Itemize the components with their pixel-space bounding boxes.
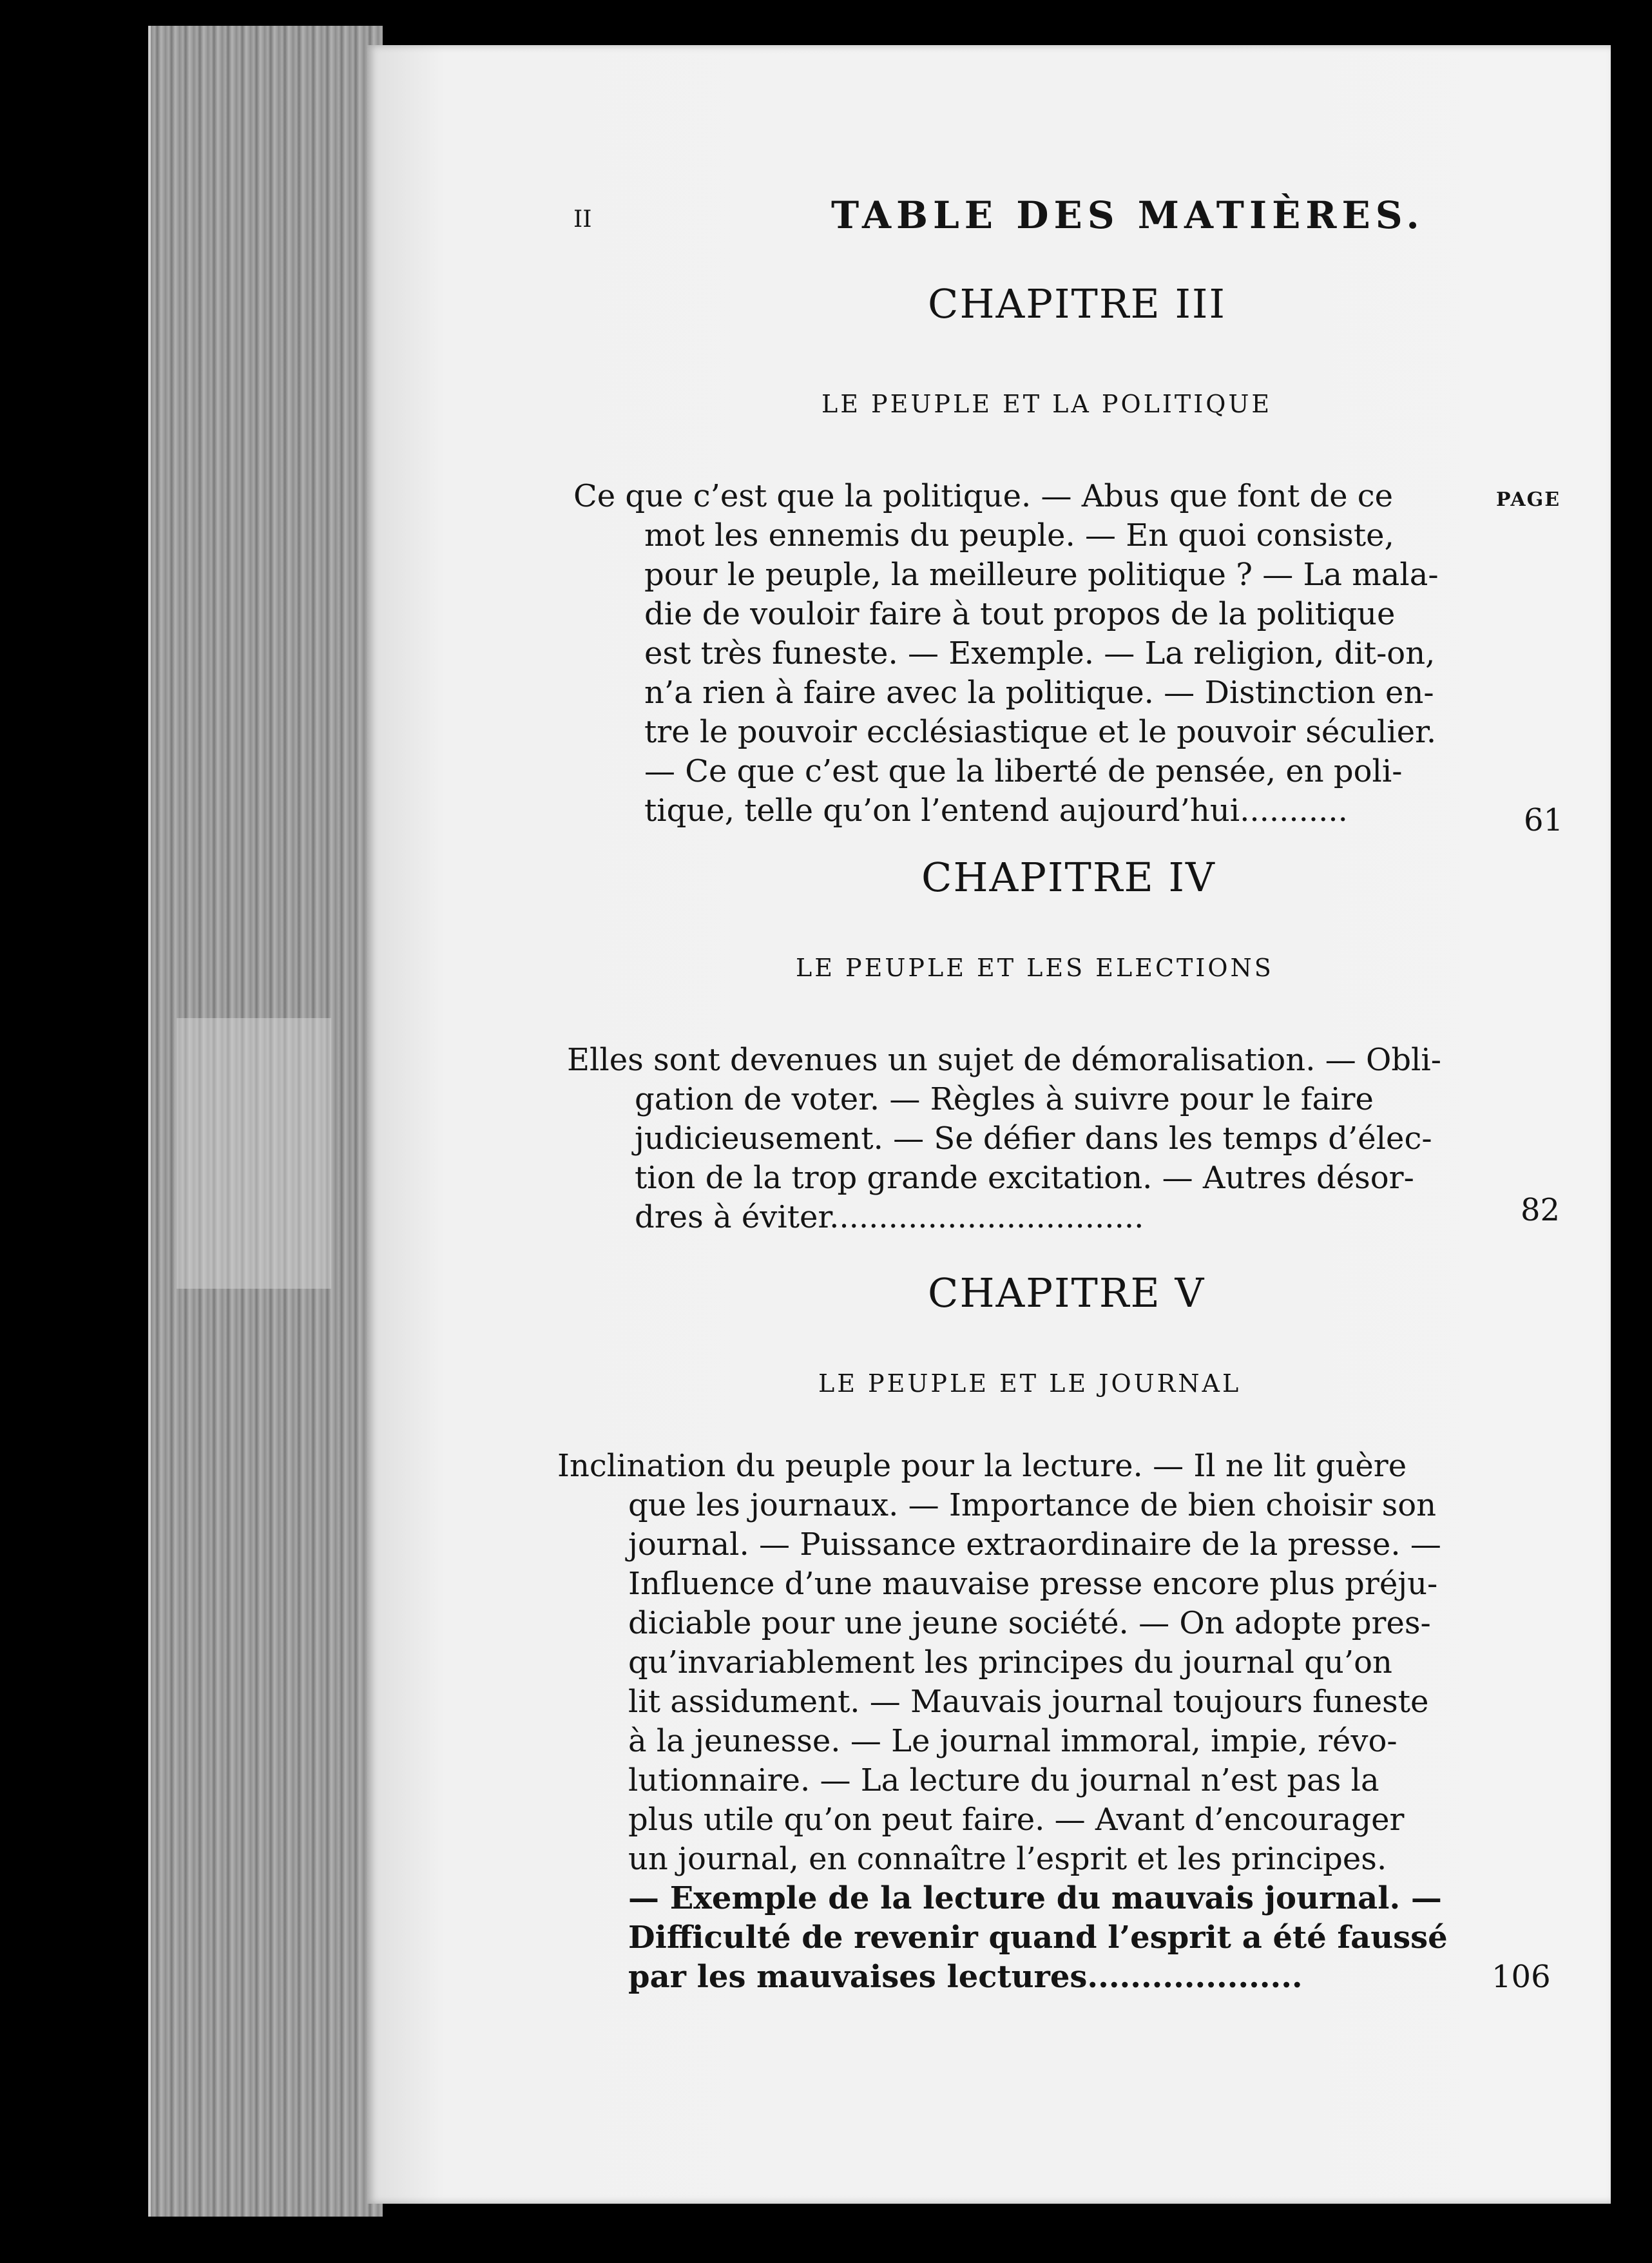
page-column-label: PAGE (1496, 488, 1561, 511)
chapter-4-subtitle: LE PEUPLE ET LES ELECTIONS (796, 954, 1274, 982)
summary-line: lit assidument. — Mauvais journal toujours funeste (628, 1684, 1429, 1720)
summary-line: pour le peuple, la meilleure politique ? — La mala- (644, 557, 1439, 593)
chapter-5-summary (557, 1447, 1448, 1997)
summary-line: que les journaux. — Importance de bien choisir son (628, 1487, 1437, 1523)
summary-line: est très funeste. — Exemple. — La religion, dit-on, (644, 635, 1436, 671)
chapter-3-heading: CHAPITRE III (928, 280, 1226, 327)
summary-line: mot les ennemis du peuple. — En quoi consiste, (644, 517, 1394, 554)
summary-line: n’a rien à faire avec la politique. — Distinction en- (644, 675, 1434, 711)
chapter-5-heading: CHAPITRE V (928, 1269, 1205, 1316)
summary-line: diciable pour une jeune société. — On adopte pres- (628, 1605, 1431, 1641)
chapter-3-page-number: 61 (1524, 802, 1564, 838)
chapter-3-subtitle: LE PEUPLE ET LA POLITIQUE (821, 390, 1273, 418)
summary-line: Influence d’une mauvaise presse encore plus préju- (628, 1566, 1438, 1602)
summary-line: Difficulté de revenir quand l’esprit a été faussé (628, 1920, 1448, 1956)
running-title: TABLE DES MATIÈRES. (831, 193, 1425, 237)
summary-line: Ce que c’est que la politique. — Abus que font de ce (573, 478, 1394, 514)
summary-line: un journal, en connaître l’esprit et les principes. (628, 1841, 1387, 1877)
summary-line: Inclination du peuple pour la lecture. — Il ne lit guère (557, 1448, 1407, 1484)
summary-line: lutionnaire. — La lecture du journal n’est pas la (628, 1762, 1379, 1798)
summary-line: Elles sont devenues un sujet de démoralisation. — Obli- (567, 1042, 1441, 1078)
summary-line: journal. — Puissance extraordinaire de la presse. — (628, 1526, 1441, 1563)
chapter-4-summary (567, 1041, 1441, 1237)
page-folio: II (573, 206, 592, 233)
summary-line: — Exemple de la lecture du mauvais journal. — (628, 1880, 1442, 1916)
summary-line: dres à éviter................................ (635, 1199, 1144, 1235)
summary-line: par les mauvaises lectures.................... (628, 1959, 1303, 1995)
summary-line: gation de voter. — Règles à suivre pour le faire (635, 1081, 1374, 1117)
summary-line: tion de la trop grande excitation. — Autres désor- (635, 1160, 1414, 1196)
chapter-4-heading: CHAPITRE IV (921, 854, 1216, 901)
summary-line: — Ce que c’est que la liberté de pensée, en poli- (644, 753, 1403, 789)
summary-line: qu’invariablement les principes du journal qu’on (628, 1644, 1392, 1680)
page-edges (148, 26, 383, 2217)
book-page (367, 45, 1611, 2204)
summary-line: à la jeunesse. — Le journal immoral, impie, révo- (628, 1723, 1397, 1759)
chapter-3-summary (573, 477, 1439, 831)
summary-line: die de vouloir faire à tout propos de la politique (644, 596, 1396, 632)
chapter-5-page-number: 106 (1492, 1959, 1551, 1995)
summary-line: judicieusement. — Se défier dans les temps d’élec- (635, 1121, 1432, 1157)
summary-line: plus utile qu’on peut faire. — Avant d’encourager (628, 1802, 1405, 1838)
chapter-4-page-number: 82 (1521, 1192, 1561, 1228)
summary-line: tique, telle qu’on l’entend aujourd’hui........... (644, 793, 1348, 829)
chapter-5-subtitle: LE PEUPLE ET LE JOURNAL (818, 1369, 1242, 1398)
summary-line: tre le pouvoir ecclésiastique et le pouvoir séculier. (644, 714, 1437, 750)
